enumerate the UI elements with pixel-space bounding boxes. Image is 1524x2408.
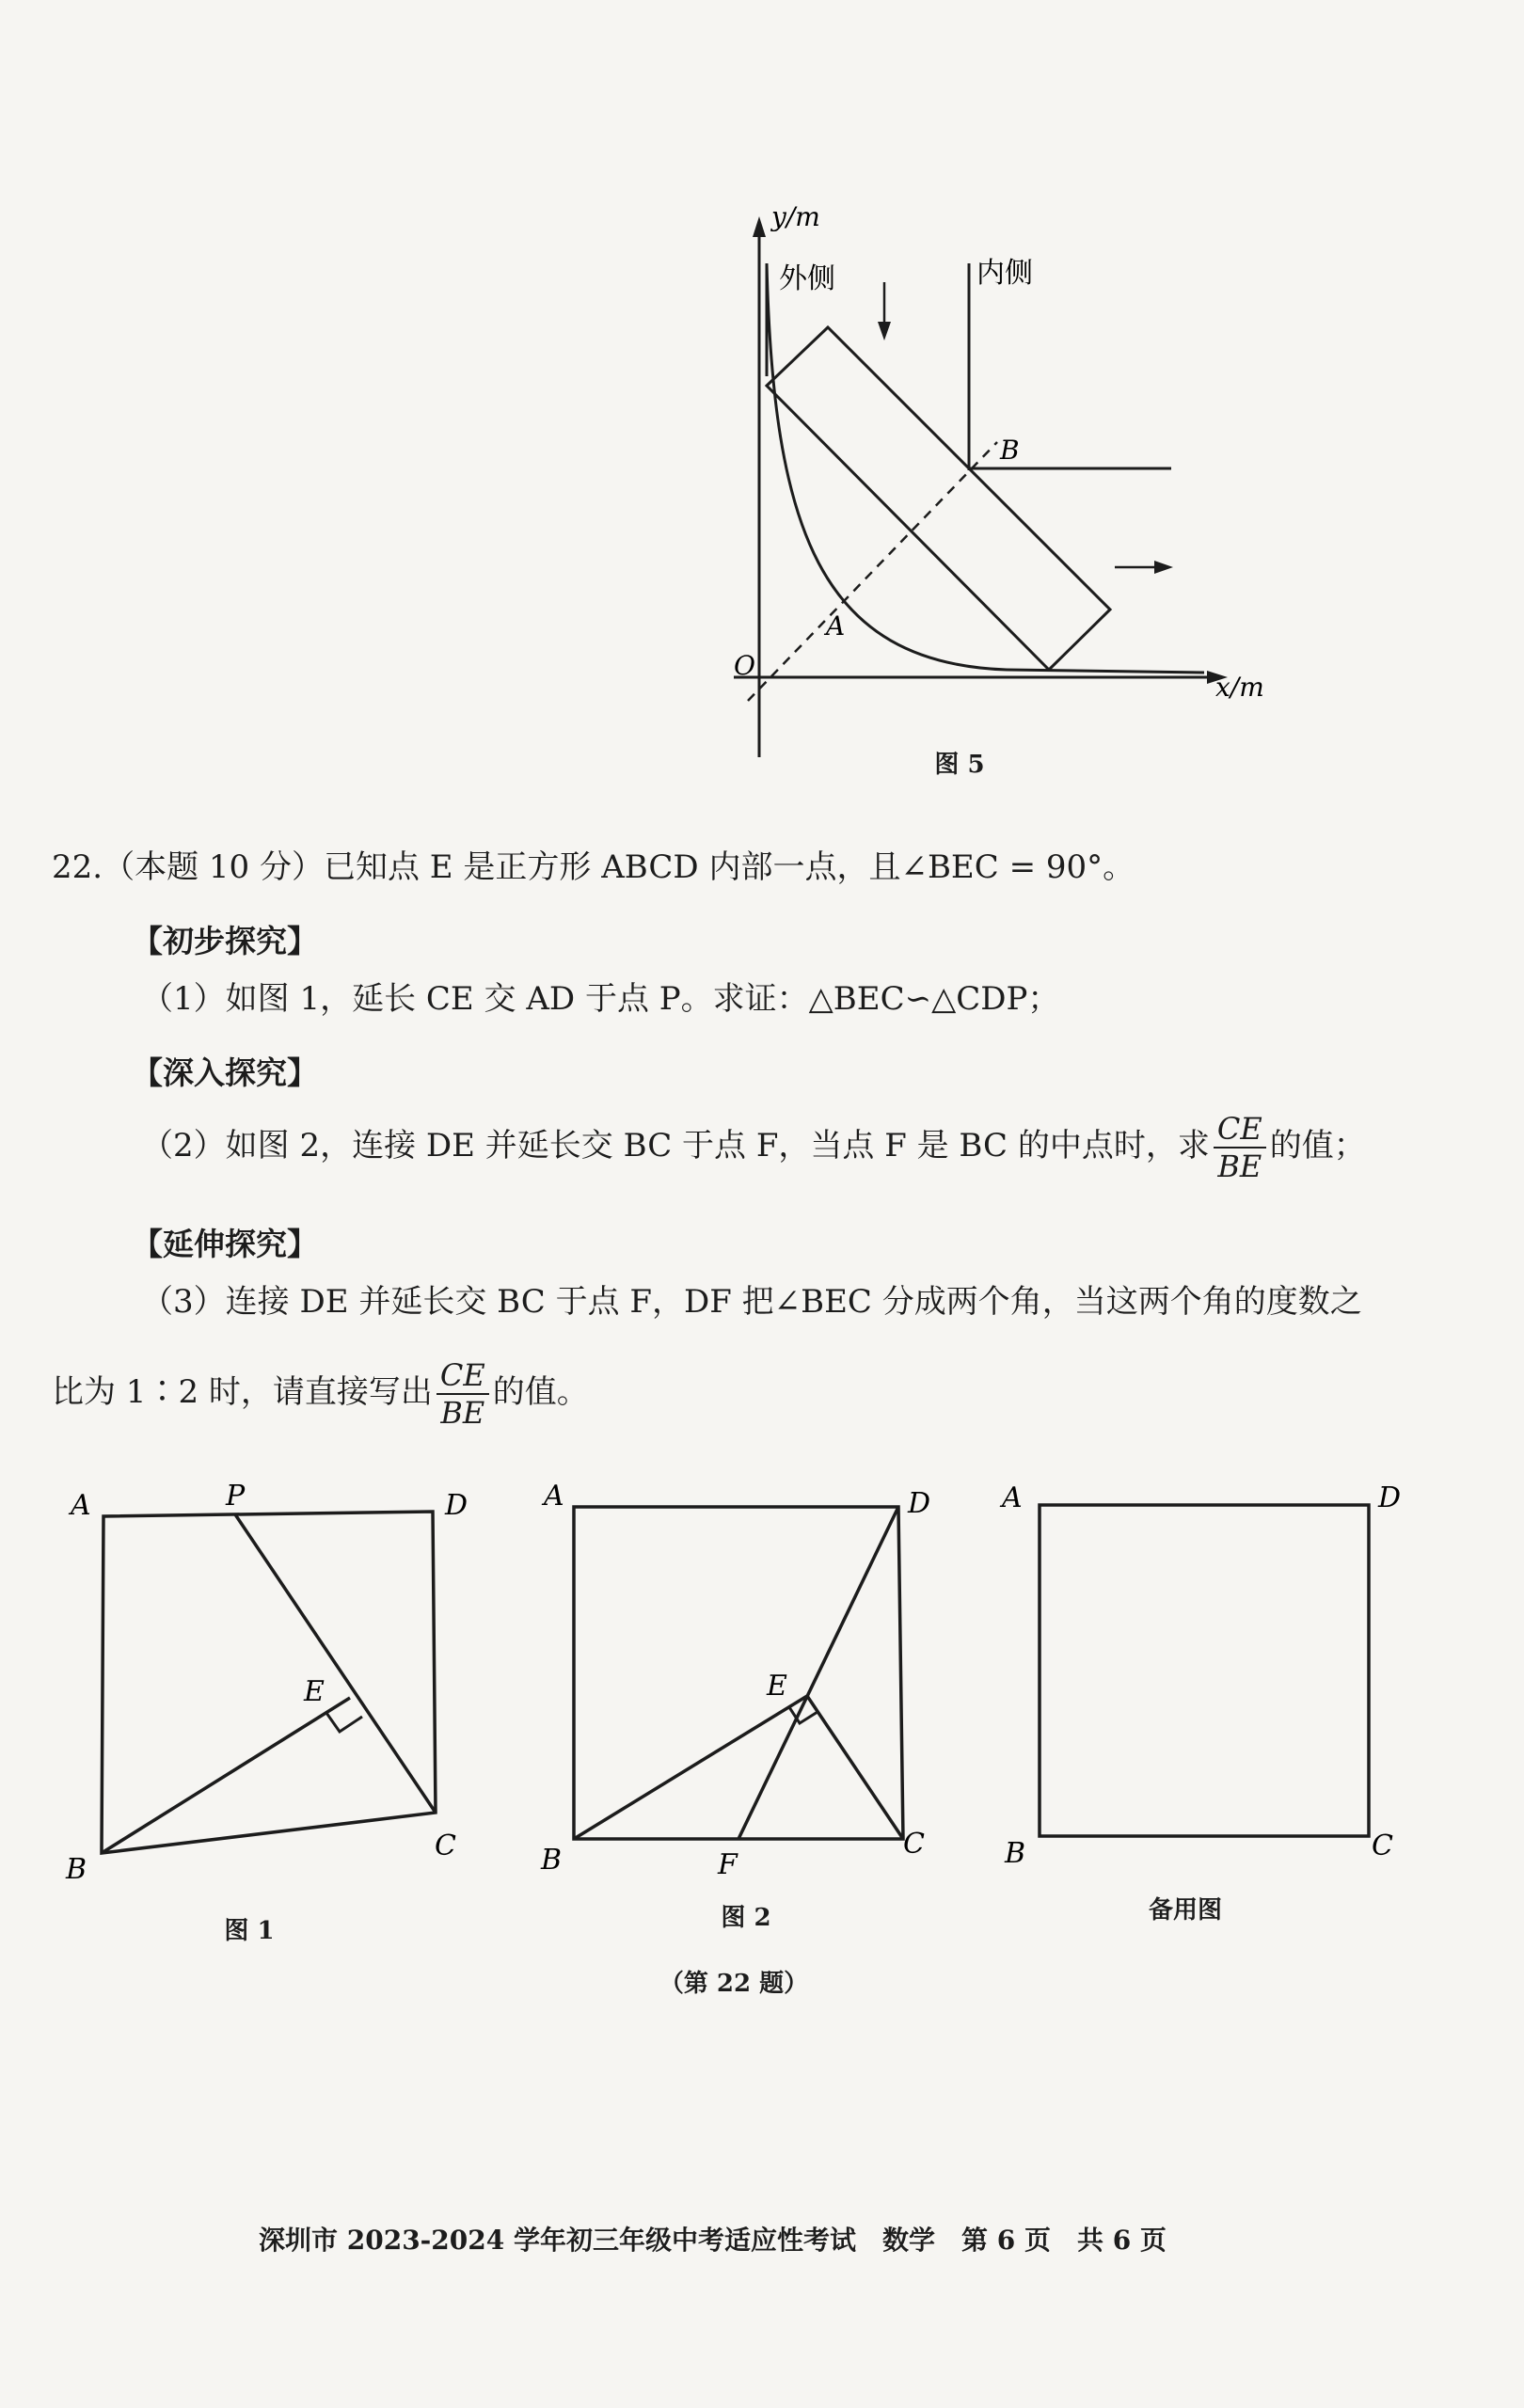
square-abcd (1040, 1505, 1369, 1836)
fraction-ce-be-2 (437, 1357, 489, 1431)
question-intro: （本题 10 分）已知点 E 是正方形 ABCD 内部一点，且∠BEC = 90°。 (103, 848, 1135, 886)
part-2-text-after: 的值； (1269, 1127, 1366, 1164)
point-b-label: B (1000, 435, 1020, 466)
fraction-denominator-2: BE (440, 1395, 485, 1431)
figure-5-caption: 图 5 (934, 751, 985, 779)
part-2-text (141, 1108, 1366, 1184)
label-e: E (304, 1675, 325, 1708)
page-footer: 深圳市 2023-2024 学年初三年级中考适应性考试 数学 第 6 页 共 6 页 (259, 2225, 1167, 2256)
label-d: D (908, 1487, 931, 1520)
label-p: P (226, 1480, 246, 1513)
part-3-text-before: 比为 1∶2 时，请直接写出 (52, 1373, 433, 1411)
label-d: D (1378, 1481, 1402, 1514)
section-heading-1: 【初步探究】 (132, 923, 318, 959)
figure-1-caption: 图 1 (224, 1917, 275, 1945)
rectangle (767, 327, 1110, 670)
segment-pc (235, 1514, 436, 1813)
dashed-line (748, 442, 997, 701)
fraction-denominator: BE (1217, 1149, 1262, 1184)
fraction-numerator: CE (1214, 1111, 1266, 1149)
square-abcd (574, 1507, 903, 1839)
outer-side-label: 外侧 (779, 262, 835, 295)
section-heading-3: 【延伸探究】 (132, 1226, 318, 1262)
label-f: F (718, 1848, 738, 1881)
part-3-text-after: 的值。 (492, 1373, 589, 1411)
part-3-line-2 (52, 1354, 589, 1431)
section-heading-2: 【深入探究】 (132, 1054, 318, 1091)
label-b: B (66, 1853, 87, 1886)
label-b: B (541, 1844, 563, 1877)
part-2-text-before: （2）如图 2，连接 DE 并延长交 BC 于点 F，当点 F 是 BC 的中点时，求 (141, 1127, 1210, 1164)
fraction-ce-be (1214, 1111, 1266, 1184)
label-b: B (1005, 1837, 1026, 1870)
part-1-text: （1）如图 1，延长 CE 交 AD 于点 P。求证：△BEC∽△CDP； (141, 980, 1060, 1018)
part-3-line-1: （3）连接 DE 并延长交 BC 于点 F，DF 把∠BEC 分成两个角，当这两个角的度数之 (141, 1283, 1362, 1321)
segment-be (102, 1698, 350, 1853)
question-22-figures-caption: （第 22 题） (659, 1970, 809, 1998)
label-c: C (1372, 1830, 1393, 1862)
down-arrow-head (878, 322, 891, 341)
fraction-numerator-2: CE (437, 1357, 489, 1395)
segment-ec (807, 1696, 903, 1839)
segment-df (738, 1507, 898, 1839)
label-c: C (435, 1830, 456, 1862)
figure-2 (527, 1467, 969, 1900)
right-angle-mark (326, 1713, 362, 1732)
point-a-label: A (826, 610, 846, 642)
label-a: A (1002, 1481, 1023, 1514)
label-d: D (445, 1489, 468, 1522)
right-angle-mark (789, 1707, 818, 1723)
y-axis-arrow (753, 216, 766, 237)
figure-2-caption: 图 2 (721, 1904, 771, 1932)
label-c: C (903, 1828, 925, 1861)
figure-1 (56, 1467, 499, 1900)
figure-spare (988, 1467, 1421, 1881)
y-axis-label: y/m (771, 201, 820, 232)
question-22-intro-line (52, 847, 1135, 888)
right-arrow-head (1154, 561, 1173, 574)
inner-side-label: 内侧 (976, 257, 1033, 290)
label-a: A (544, 1480, 564, 1513)
origin-label: O (734, 650, 755, 681)
label-e: E (767, 1670, 787, 1703)
label-a: A (71, 1489, 91, 1522)
question-number: 22. (52, 848, 103, 886)
figure-spare-caption: 备用图 (1148, 1896, 1222, 1925)
figure-5 (696, 188, 1298, 790)
x-axis-label: x/m (1215, 672, 1264, 703)
